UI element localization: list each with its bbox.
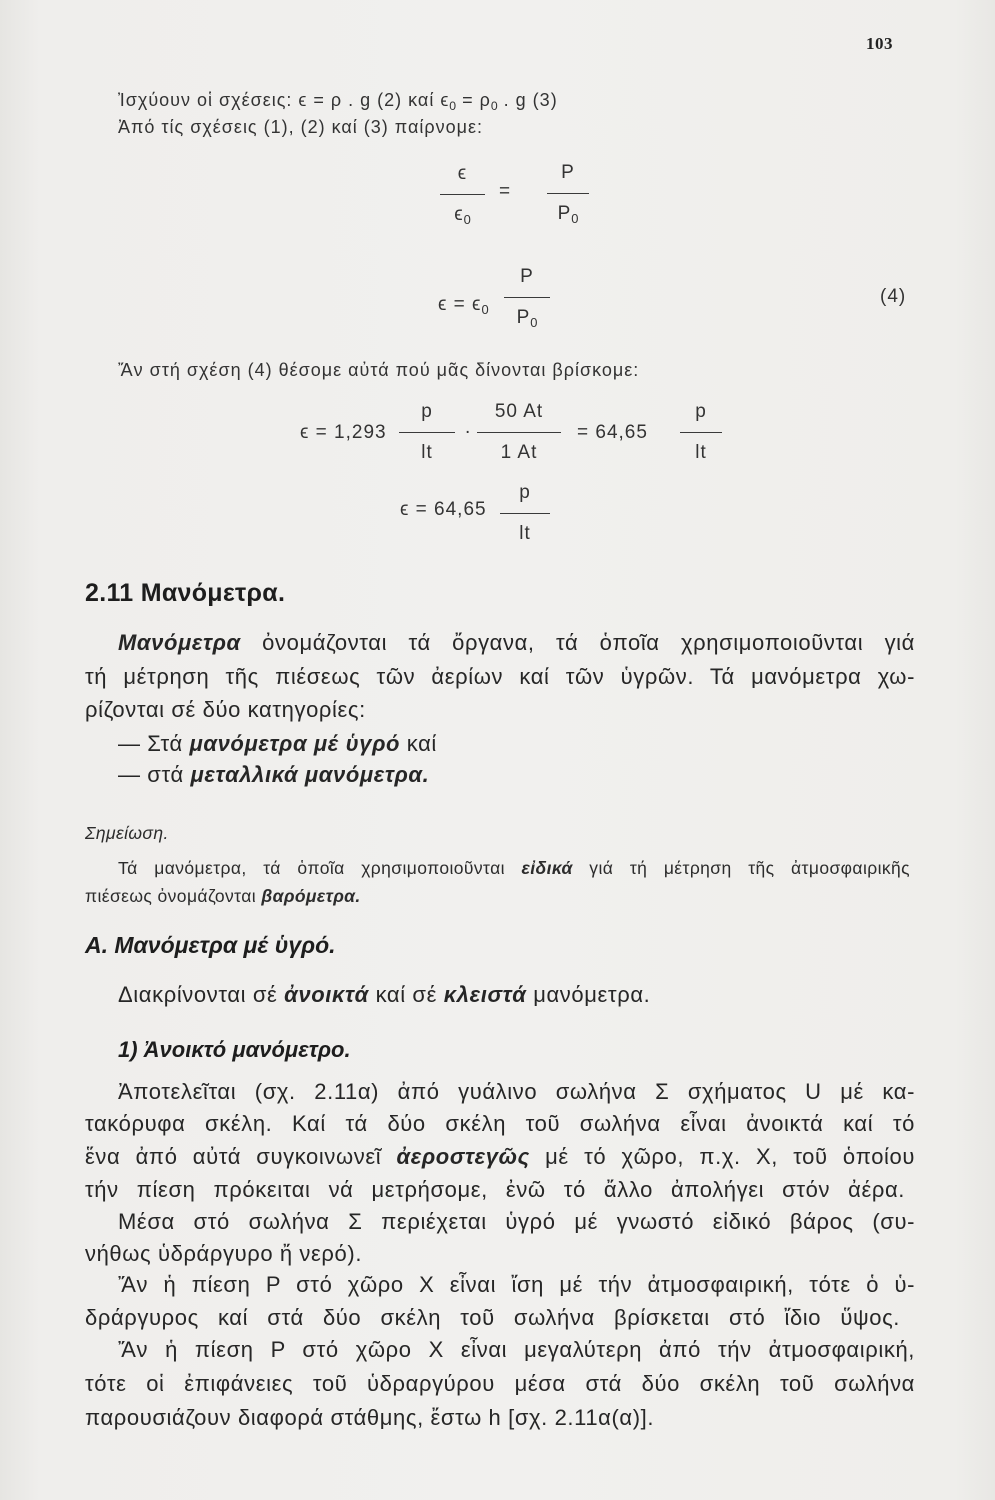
subsection-term: κλειστά bbox=[443, 982, 527, 1007]
fraction-bar bbox=[477, 432, 561, 433]
equation-calc-fraction-2 bbox=[477, 400, 561, 465]
subsection-intro-text: Διακρίνονται σέ bbox=[118, 982, 285, 1007]
fraction-bar bbox=[504, 297, 550, 298]
equation-ratio-equals: = bbox=[499, 181, 512, 202]
subscript: 0 bbox=[530, 315, 538, 331]
fraction-bar bbox=[399, 432, 455, 433]
category-item bbox=[118, 761, 429, 789]
equation-4-lhs-text: ϵ = ϵ bbox=[438, 294, 482, 315]
subsection-heading: Α. Μανόμετρα μέ ὑγρό. bbox=[85, 932, 336, 958]
equation-4-lhs bbox=[438, 293, 489, 318]
fraction-numerator: p bbox=[519, 482, 531, 503]
equation-ratio-left-fraction bbox=[440, 162, 485, 227]
note-text: πιέσεως ὀνομάζονται bbox=[85, 886, 262, 906]
page-number: 103 bbox=[866, 34, 893, 53]
fraction-numerator: 50 At bbox=[494, 401, 544, 422]
fraction-denominator: lt bbox=[695, 442, 707, 463]
intro-relations-text: . g (3) bbox=[497, 90, 558, 110]
body-line: Ἄν ἡ πίεση P στό χῶρο Χ εἶναι ἴση μέ τήν ἀτμοσφαιρική, τότε ὁ ὑ- bbox=[118, 1272, 915, 1297]
category-prefix: — στά bbox=[118, 762, 191, 787]
fraction-denominator bbox=[558, 202, 579, 226]
equation-calc-fraction-1 bbox=[399, 400, 455, 465]
note-line-1 bbox=[118, 856, 910, 880]
body-line: τακόρυφα σκέλη. Καί τά δύο σκέλη τοῦ σωλήνα εἶναι ἀνοικτά καί τό bbox=[85, 1111, 915, 1136]
definition-text: ὀνομάζονται τά ὄργανα, τά ὁποῖα χρησιμοποιοῦνται γιά bbox=[240, 630, 915, 655]
subsection-intro-line bbox=[118, 981, 650, 1009]
note-term: εἰδικά bbox=[521, 858, 573, 878]
fraction-denominator: lt bbox=[421, 442, 433, 463]
denominator-symbol: P bbox=[557, 203, 572, 224]
definition-line-1 bbox=[118, 629, 915, 657]
equation-calc-fraction-3 bbox=[680, 400, 722, 465]
intro-derivation-line: Ἀπό τίς σχέσεις (1), (2) καί (3) παίρνομε: bbox=[118, 117, 484, 137]
category-term: μανόμετρα μέ ὑγρό bbox=[189, 731, 401, 756]
denominator-symbol: P bbox=[516, 307, 531, 328]
fraction-denominator: 1 At bbox=[500, 442, 538, 463]
equation-calc-lhs: ϵ = 1,293 bbox=[300, 422, 387, 443]
fraction-bar bbox=[680, 432, 722, 433]
body-line: Ἄν ἡ πίεση P στό χῶρο Χ εἶναι μεγαλύτερη ἀπό τήν ἀτμοσφαιρική, bbox=[118, 1337, 915, 1362]
body-line: νήθως ὑδράργυρο ἤ νερό). bbox=[85, 1241, 363, 1266]
equation-4-fraction bbox=[504, 265, 550, 330]
body-line: τήν πίεση πρόκειται νά μετρήσομε, ἐνῶ τό ἄλλο ἀπολήγει στόν ἀέρα. bbox=[85, 1177, 905, 1202]
subscript: 0 bbox=[449, 98, 457, 113]
denominator-symbol: ϵ bbox=[454, 204, 464, 225]
subsection-term: ἀνοικτά bbox=[284, 982, 369, 1007]
body-line: τότε οἱ ἐπιφάνειες τοῦ ὑδραργύρου μέσα στά δύο σκέλη τοῦ σωλήνα bbox=[85, 1371, 915, 1396]
equation-calc-equals: = 64,65 bbox=[577, 422, 648, 443]
fraction-bar bbox=[440, 194, 485, 195]
category-item bbox=[118, 730, 437, 758]
intro-relations-text: Ἰσχύουν οἱ σχέσεις: ϵ = ρ . g (2) καί ϵ bbox=[118, 90, 450, 110]
note-text: γιά τή μέτρηση τῆς ἀτμοσφαιρικῆς bbox=[572, 858, 910, 878]
definition-line-3: ρίζονται σέ δύο κατηγορίες: bbox=[85, 697, 366, 722]
fraction-numerator: p bbox=[421, 401, 433, 422]
open-manometer-heading: 1) Ἀνοικτό μανόμετρο. bbox=[118, 1037, 351, 1062]
subscript: 0 bbox=[571, 211, 579, 227]
equation-number-label: (4) bbox=[880, 286, 907, 307]
subscript: 0 bbox=[481, 302, 489, 318]
fraction-numerator: p bbox=[695, 401, 707, 422]
equation-ratio-right-fraction bbox=[547, 161, 589, 226]
subscript: 0 bbox=[490, 98, 498, 113]
fraction-bar bbox=[547, 193, 589, 194]
note-text: Τά μανόμετρα, τά ὁποῖα χρησιμοποιοῦνται bbox=[118, 858, 522, 878]
intro-relations-text: = ρ bbox=[456, 90, 491, 110]
category-term: μεταλλικά μανόμετρα. bbox=[190, 762, 430, 787]
body-term: ἀεροστεγῶς bbox=[396, 1144, 530, 1169]
fraction-denominator bbox=[454, 203, 471, 227]
note-line-2 bbox=[85, 884, 361, 908]
equation-result-fraction bbox=[500, 481, 550, 546]
fraction-denominator bbox=[517, 306, 538, 330]
fraction-numerator: ϵ bbox=[457, 163, 468, 184]
body-line: παρουσιάζουν διαφορά στάθμης, ἔστω h [σχ. 2.11α(α)]. bbox=[85, 1405, 655, 1430]
fraction-bar bbox=[500, 513, 550, 514]
category-suffix: καί bbox=[400, 731, 437, 756]
equation-result-lhs: ϵ = 64,65 bbox=[400, 499, 487, 520]
fraction-numerator: P bbox=[561, 162, 575, 183]
substitution-line: Ἄν στή σχέση (4) θέσομε αὐτά πού μᾶς δίνονται βρίσκομε: bbox=[118, 360, 640, 380]
multiply-dot: . bbox=[465, 417, 472, 438]
section-heading: 2.11 Μανόμετρα. bbox=[85, 579, 286, 607]
note-term: βαρόμετρα. bbox=[261, 886, 361, 906]
body-text: μέ τό χῶρο, π.χ. Χ, τοῦ ὁποίου bbox=[529, 1144, 915, 1169]
definition-line-2: τή μέτρηση τῆς πιέσεως τῶν ἀερίων καί τῶν ὑγρῶν. Τά μανόμετρα χω- bbox=[85, 664, 915, 689]
body-text: ἕνα ἀπό αὐτά συγκοινωνεῖ bbox=[85, 1144, 397, 1169]
fraction-numerator: P bbox=[520, 266, 534, 287]
body-line bbox=[85, 1143, 915, 1171]
note-label: Σημείωση. bbox=[85, 823, 169, 843]
subsection-intro-text: καί σέ bbox=[368, 982, 444, 1007]
subscript: 0 bbox=[463, 212, 471, 228]
body-line: Ἀποτελεῖται (σχ. 2.11α) ἀπό γυάλινο σωλήνα Σ σχήματος U μέ κα- bbox=[118, 1079, 915, 1104]
body-line: δράργυρος καί στά δύο σκέλη τοῦ σωλήνα βρίσκεται στό ἴδιο ὕψος. bbox=[85, 1305, 900, 1330]
category-prefix: — Στά bbox=[118, 731, 190, 756]
definition-term: Μανόμετρα bbox=[118, 630, 241, 655]
subsection-intro-text: μανόμετρα. bbox=[526, 982, 651, 1007]
body-line: Μέσα στό σωλήνα Σ περιέχεται ὑγρό μέ γνωστό εἰδικό βάρος (συ- bbox=[118, 1209, 915, 1234]
fraction-denominator: lt bbox=[519, 523, 531, 544]
intro-relations-line bbox=[118, 88, 558, 114]
